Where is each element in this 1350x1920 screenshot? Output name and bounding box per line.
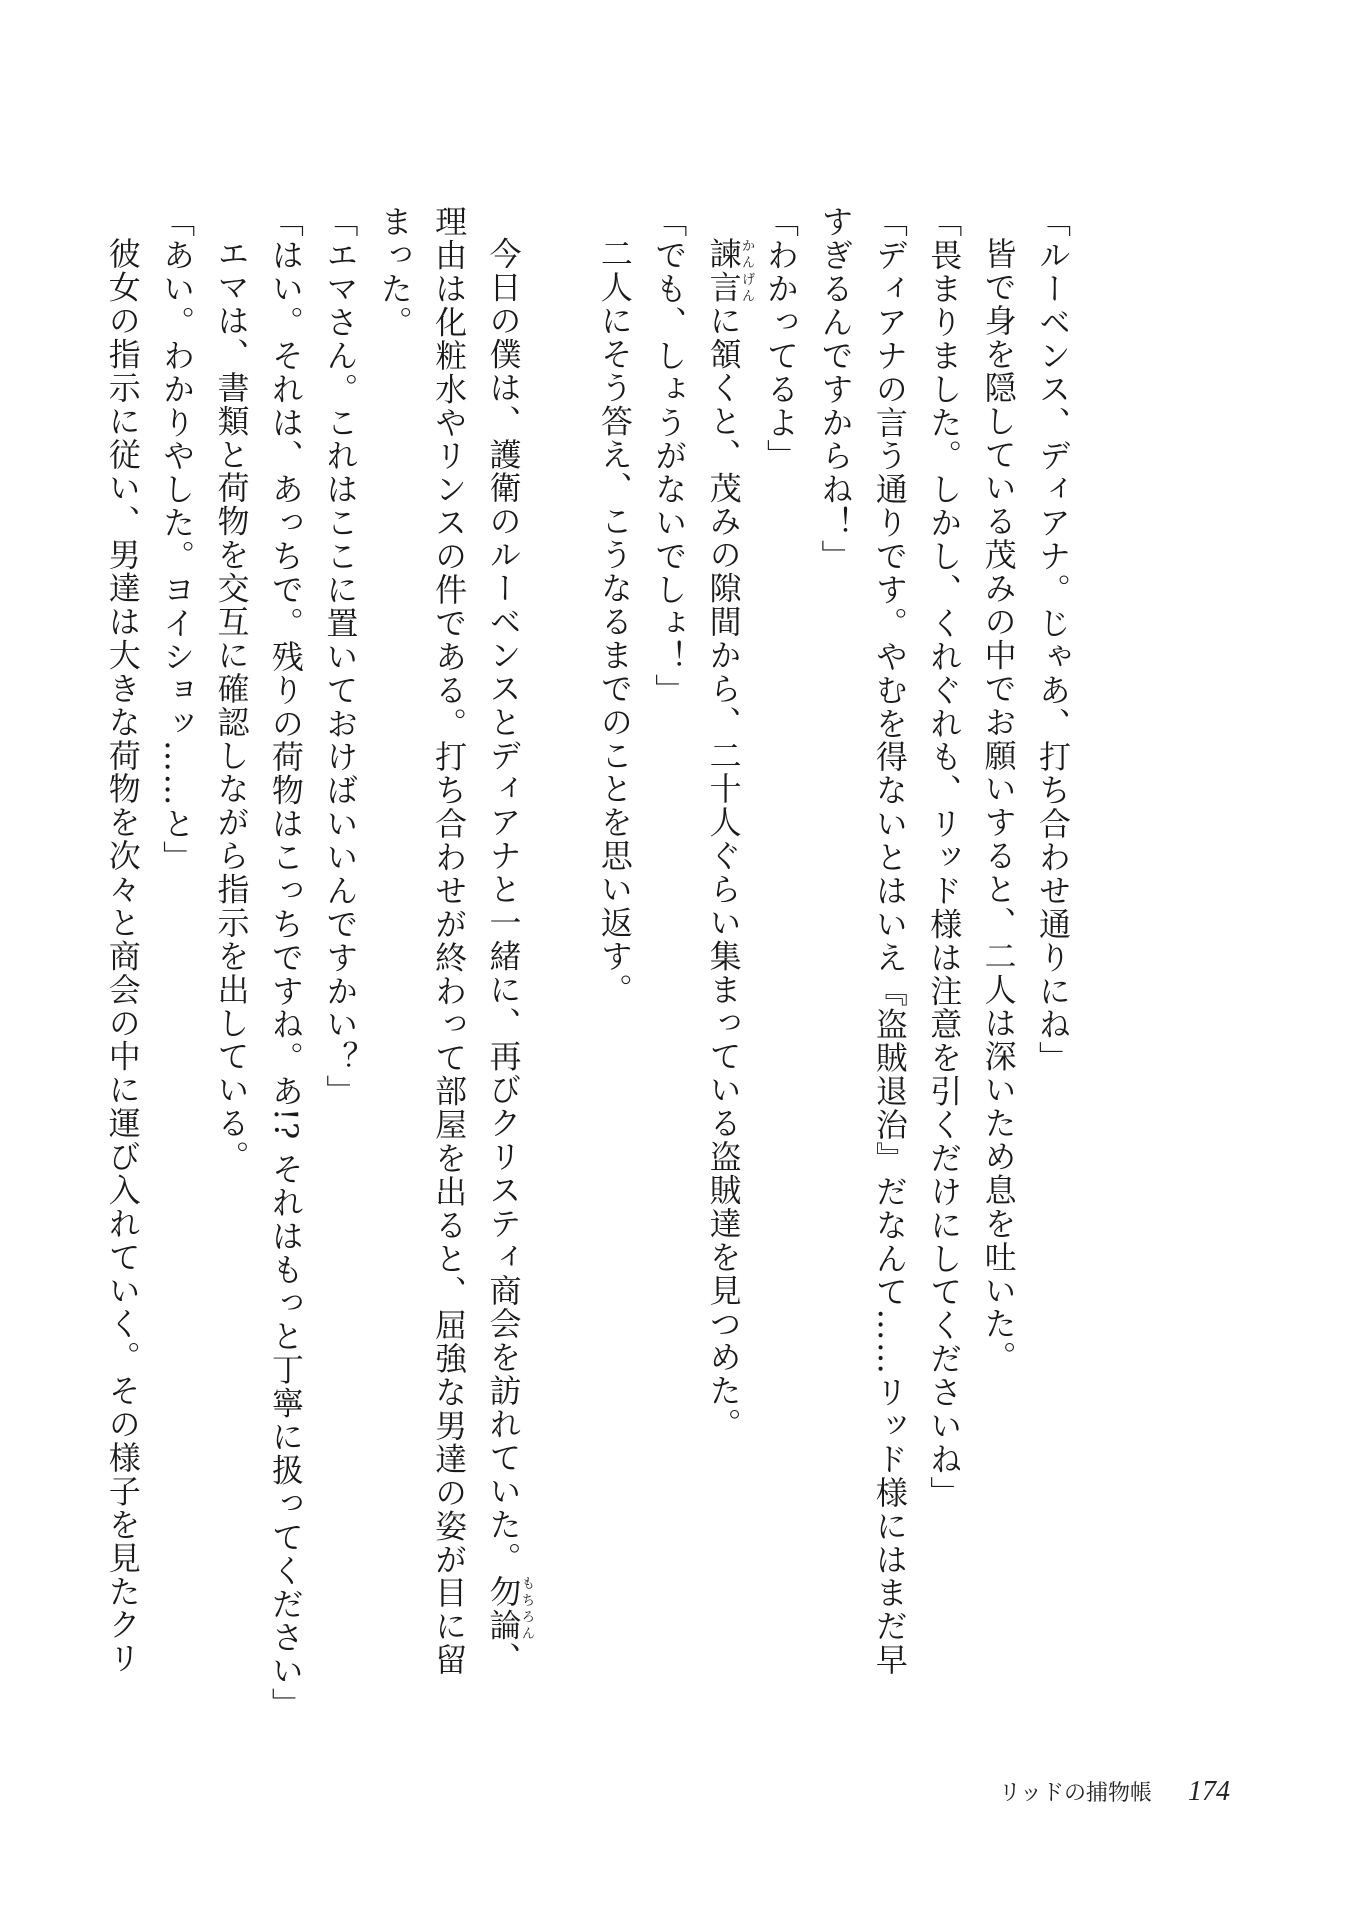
paragraph-narration	[696, 205, 753, 1705]
page-number: 174	[1188, 1776, 1230, 1807]
page-footer	[999, 1776, 1230, 1808]
paragraph-dialogue: 「でも、しょうがないでしょ！」	[650, 205, 689, 707]
text-segment: 今日の僕は、護衛のルーベンスとディアナと一緒に、再びクリスティ商会を訪れていた。	[484, 237, 523, 1575]
ruby-annotation	[704, 237, 755, 304]
ruby-base: 勿論	[484, 1574, 523, 1642]
ruby-base: 諫言	[704, 237, 743, 304]
paragraph-dialogue: 「はい。それは、あっちで。残りの荷物はこっちですね。あ!? それはもっと丁寧に扱ってください」	[266, 205, 305, 1721]
paragraph-narration: 彼女の指示に従い、男達は大きな荷物を次々と商会の中に運び入れていく。その様子を見たクリ	[103, 237, 142, 1675]
paragraph-narration: 皆で身を隠している茂みの中でお願いすると、二人は深いため息を吐いた。	[979, 237, 1018, 1374]
paragraph-narration	[367, 205, 533, 1705]
paragraph-dialogue: 「エマさん。これはここに置いておけばいいんですかい？」	[321, 205, 360, 1108]
paragraph-dialogue: 「あい。わかりやした。ヨイショッ……と」	[158, 205, 197, 874]
paragraph-dialogue: 「わかってるよ」	[762, 205, 801, 473]
body-text	[103, 205, 1080, 1721]
paragraph-dialogue: 「ディアナの言う通りです。やむを得ないとはいえ『盗賊退治』だなんて……リッド様にはまだ早すぎるんですからね！」	[816, 205, 909, 1677]
ruby-reading: かんげん	[739, 237, 755, 304]
ruby-reading: もちろん	[518, 1574, 534, 1642]
text-segment: 、理由は化粧水やリンスの件である。打ち合わせが終わって部屋を出ると、屈強な男達の姿が目に留まった。	[375, 205, 523, 1677]
ruby-annotation	[484, 1574, 534, 1642]
text-segment: に頷くと、茂みの隙間から、二十人ぐらい集まっている盗賊達を見つめた。	[704, 303, 743, 1441]
paragraph-dialogue: 「畏まりました。しかし、くれぐれも、リッド様は注意を引くだけにしてくださいね」	[925, 205, 964, 1510]
running-title: リッドの捕物帳	[998, 1781, 1152, 1806]
paragraph-narration: 二人にそう答え、こうなるまでのことを思い返す。	[595, 237, 634, 1007]
paragraph-dialogue: 「ルーベンス、ディアナ。じゃあ、打ち合わせ通りにね」	[1034, 205, 1072, 1075]
paragraph-narration: エマは、書類と荷物を交互に確認しながら指示を出している。	[212, 237, 251, 1174]
